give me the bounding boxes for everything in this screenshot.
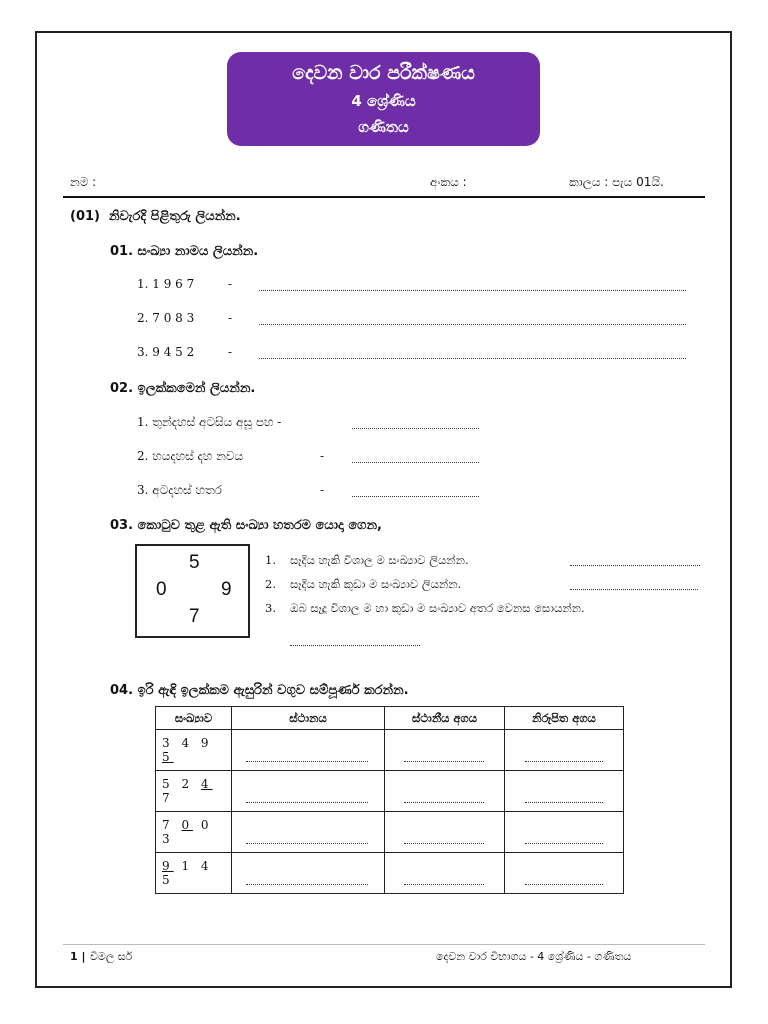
represented-value-answer[interactable] bbox=[505, 730, 624, 771]
header-banner bbox=[227, 52, 540, 146]
q1-item-3-dash: - bbox=[228, 345, 233, 359]
number-part: 1 4 5 bbox=[162, 859, 213, 887]
place-answer[interactable] bbox=[232, 771, 385, 812]
table-row bbox=[156, 853, 624, 894]
col-represented-value: නිරූපිත අගය bbox=[505, 707, 624, 730]
q2-item-2-label: 2. හයදහස් දහ නවය bbox=[137, 449, 244, 463]
underlined-digit: 9 bbox=[162, 859, 174, 873]
q3-title: 03. කොටුව තුළ ඇති සංඛ්‍යා හතරම යොදා ගෙන, bbox=[110, 518, 382, 533]
table-row bbox=[156, 771, 624, 812]
q1-item-2-label: 2. 7 0 8 3 bbox=[137, 311, 195, 325]
grade-label: 4 ශ්‍රේණිය bbox=[351, 92, 416, 110]
col-place: ස්ථානය bbox=[232, 707, 385, 730]
q3-item-3-num: 3. bbox=[265, 601, 276, 615]
q1-item-1-label: 1. 1 9 6 7 bbox=[137, 277, 195, 291]
q1-item-1-dash: - bbox=[228, 277, 233, 291]
q1-item-1-answer-line[interactable] bbox=[259, 290, 686, 291]
author-name: විමල සර් bbox=[90, 950, 133, 963]
q2-item-2-answer-line[interactable] bbox=[352, 462, 479, 463]
q2-item-3-answer-line[interactable] bbox=[352, 496, 479, 497]
q2-item-1-label: 1. තුන්දහස් අටසිය අසූ පහ - bbox=[137, 415, 282, 429]
page-number: 1 | bbox=[70, 950, 86, 963]
represented-value-answer[interactable] bbox=[505, 771, 624, 812]
number-cell bbox=[156, 812, 232, 853]
place-value-answer[interactable] bbox=[385, 853, 505, 894]
digit-bottom: 7 bbox=[189, 606, 200, 627]
q3-item-1-num: 1. bbox=[265, 553, 276, 567]
number-part: 3 4 9 bbox=[162, 736, 213, 750]
exam-title: දෙවන වාර පරීක්ෂණය bbox=[292, 62, 475, 84]
place-value-table bbox=[155, 706, 624, 894]
q1-item-3-label: 3. 9 4 5 2 bbox=[137, 345, 195, 359]
q3-item-2-num: 2. bbox=[265, 577, 276, 591]
table-row bbox=[156, 812, 624, 853]
place-value-answer[interactable] bbox=[385, 730, 505, 771]
underlined-digit: 4 bbox=[200, 777, 213, 791]
q2-item-3-label: 3. අටදහස් හතර bbox=[137, 483, 222, 497]
time-label: කාලය : පැය 01යි. bbox=[569, 175, 664, 189]
q3-item-1-answer-line[interactable] bbox=[570, 565, 700, 566]
underlined-digit: 5 bbox=[162, 750, 174, 764]
underlined-digit: 0 bbox=[181, 818, 194, 832]
q3-item-3-answer-line[interactable] bbox=[290, 645, 420, 646]
section-instruction: නිවැරදි පිළිතුරු ලියන්න. bbox=[109, 209, 241, 224]
digit-right: 9 bbox=[221, 579, 232, 600]
q1-title: 01. සංඛ්‍යා නාමය ලියන්න. bbox=[110, 244, 259, 259]
q1-item-2-answer-line[interactable] bbox=[259, 324, 686, 325]
number-cell bbox=[156, 730, 232, 771]
number-part: 7 bbox=[162, 791, 174, 805]
footer-rule bbox=[63, 944, 705, 945]
q4-title: 04. ඉරි ඇඳි ඉලක්කම ඇසුරින් වගුව සම්පූර්ණ කරන්න. bbox=[110, 683, 409, 698]
q2-title: 02. ඉලක්කමෙන් ලියන්න. bbox=[110, 381, 256, 396]
represented-value-answer[interactable] bbox=[505, 853, 624, 894]
section-number: (01) bbox=[70, 209, 100, 224]
footer-exam-info: දෙවන වාර විභාගය - 4 ශ්‍රේණිය - ගණිතය bbox=[436, 950, 632, 963]
digit-top: 5 bbox=[189, 552, 200, 573]
number-part: 5 2 bbox=[162, 777, 201, 791]
digit-box bbox=[135, 544, 250, 638]
q3-item-1-text: සෑදිය හැකි විශාල ම සංඛ්‍යාව ලියන්න. bbox=[290, 553, 469, 567]
q2-item-2-dash: - bbox=[320, 449, 325, 463]
place-answer[interactable] bbox=[232, 812, 385, 853]
col-number: සංඛ්‍යාව bbox=[156, 707, 232, 730]
q2-item-3-dash: - bbox=[320, 483, 325, 497]
q1-item-2-dash: - bbox=[228, 311, 233, 325]
name-label: නම : bbox=[70, 175, 97, 189]
q3-item-2-text: සෑදිය හැකි කුඩා ම සංඛ්‍යාව ලියන්න. bbox=[290, 577, 462, 591]
index-label: අංකය : bbox=[430, 175, 467, 189]
table-row bbox=[156, 730, 624, 771]
q3-item-2-answer-line[interactable] bbox=[570, 589, 698, 590]
digit-left: 0 bbox=[156, 579, 167, 600]
q1-item-3-answer-line[interactable] bbox=[259, 358, 686, 359]
q3-item-3-text: ඔබ සෑදූ විශාල ම හා කුඩා ම සංඛ්‍යාව අතර වෙනස සොයන්න. bbox=[290, 601, 585, 615]
number-cell bbox=[156, 771, 232, 812]
subject-label: ගණිතය bbox=[358, 118, 409, 136]
col-place-value: ස්ථානීය අගය bbox=[385, 707, 505, 730]
q2-item-1-answer-line[interactable] bbox=[352, 428, 479, 429]
place-answer[interactable] bbox=[232, 730, 385, 771]
place-answer[interactable] bbox=[232, 853, 385, 894]
number-cell bbox=[156, 853, 232, 894]
number-part: 0 3 bbox=[162, 818, 213, 846]
header-rule bbox=[63, 196, 705, 198]
number-part: 7 bbox=[162, 818, 182, 832]
represented-value-answer[interactable] bbox=[505, 812, 624, 853]
place-value-answer[interactable] bbox=[385, 812, 505, 853]
place-value-answer[interactable] bbox=[385, 771, 505, 812]
